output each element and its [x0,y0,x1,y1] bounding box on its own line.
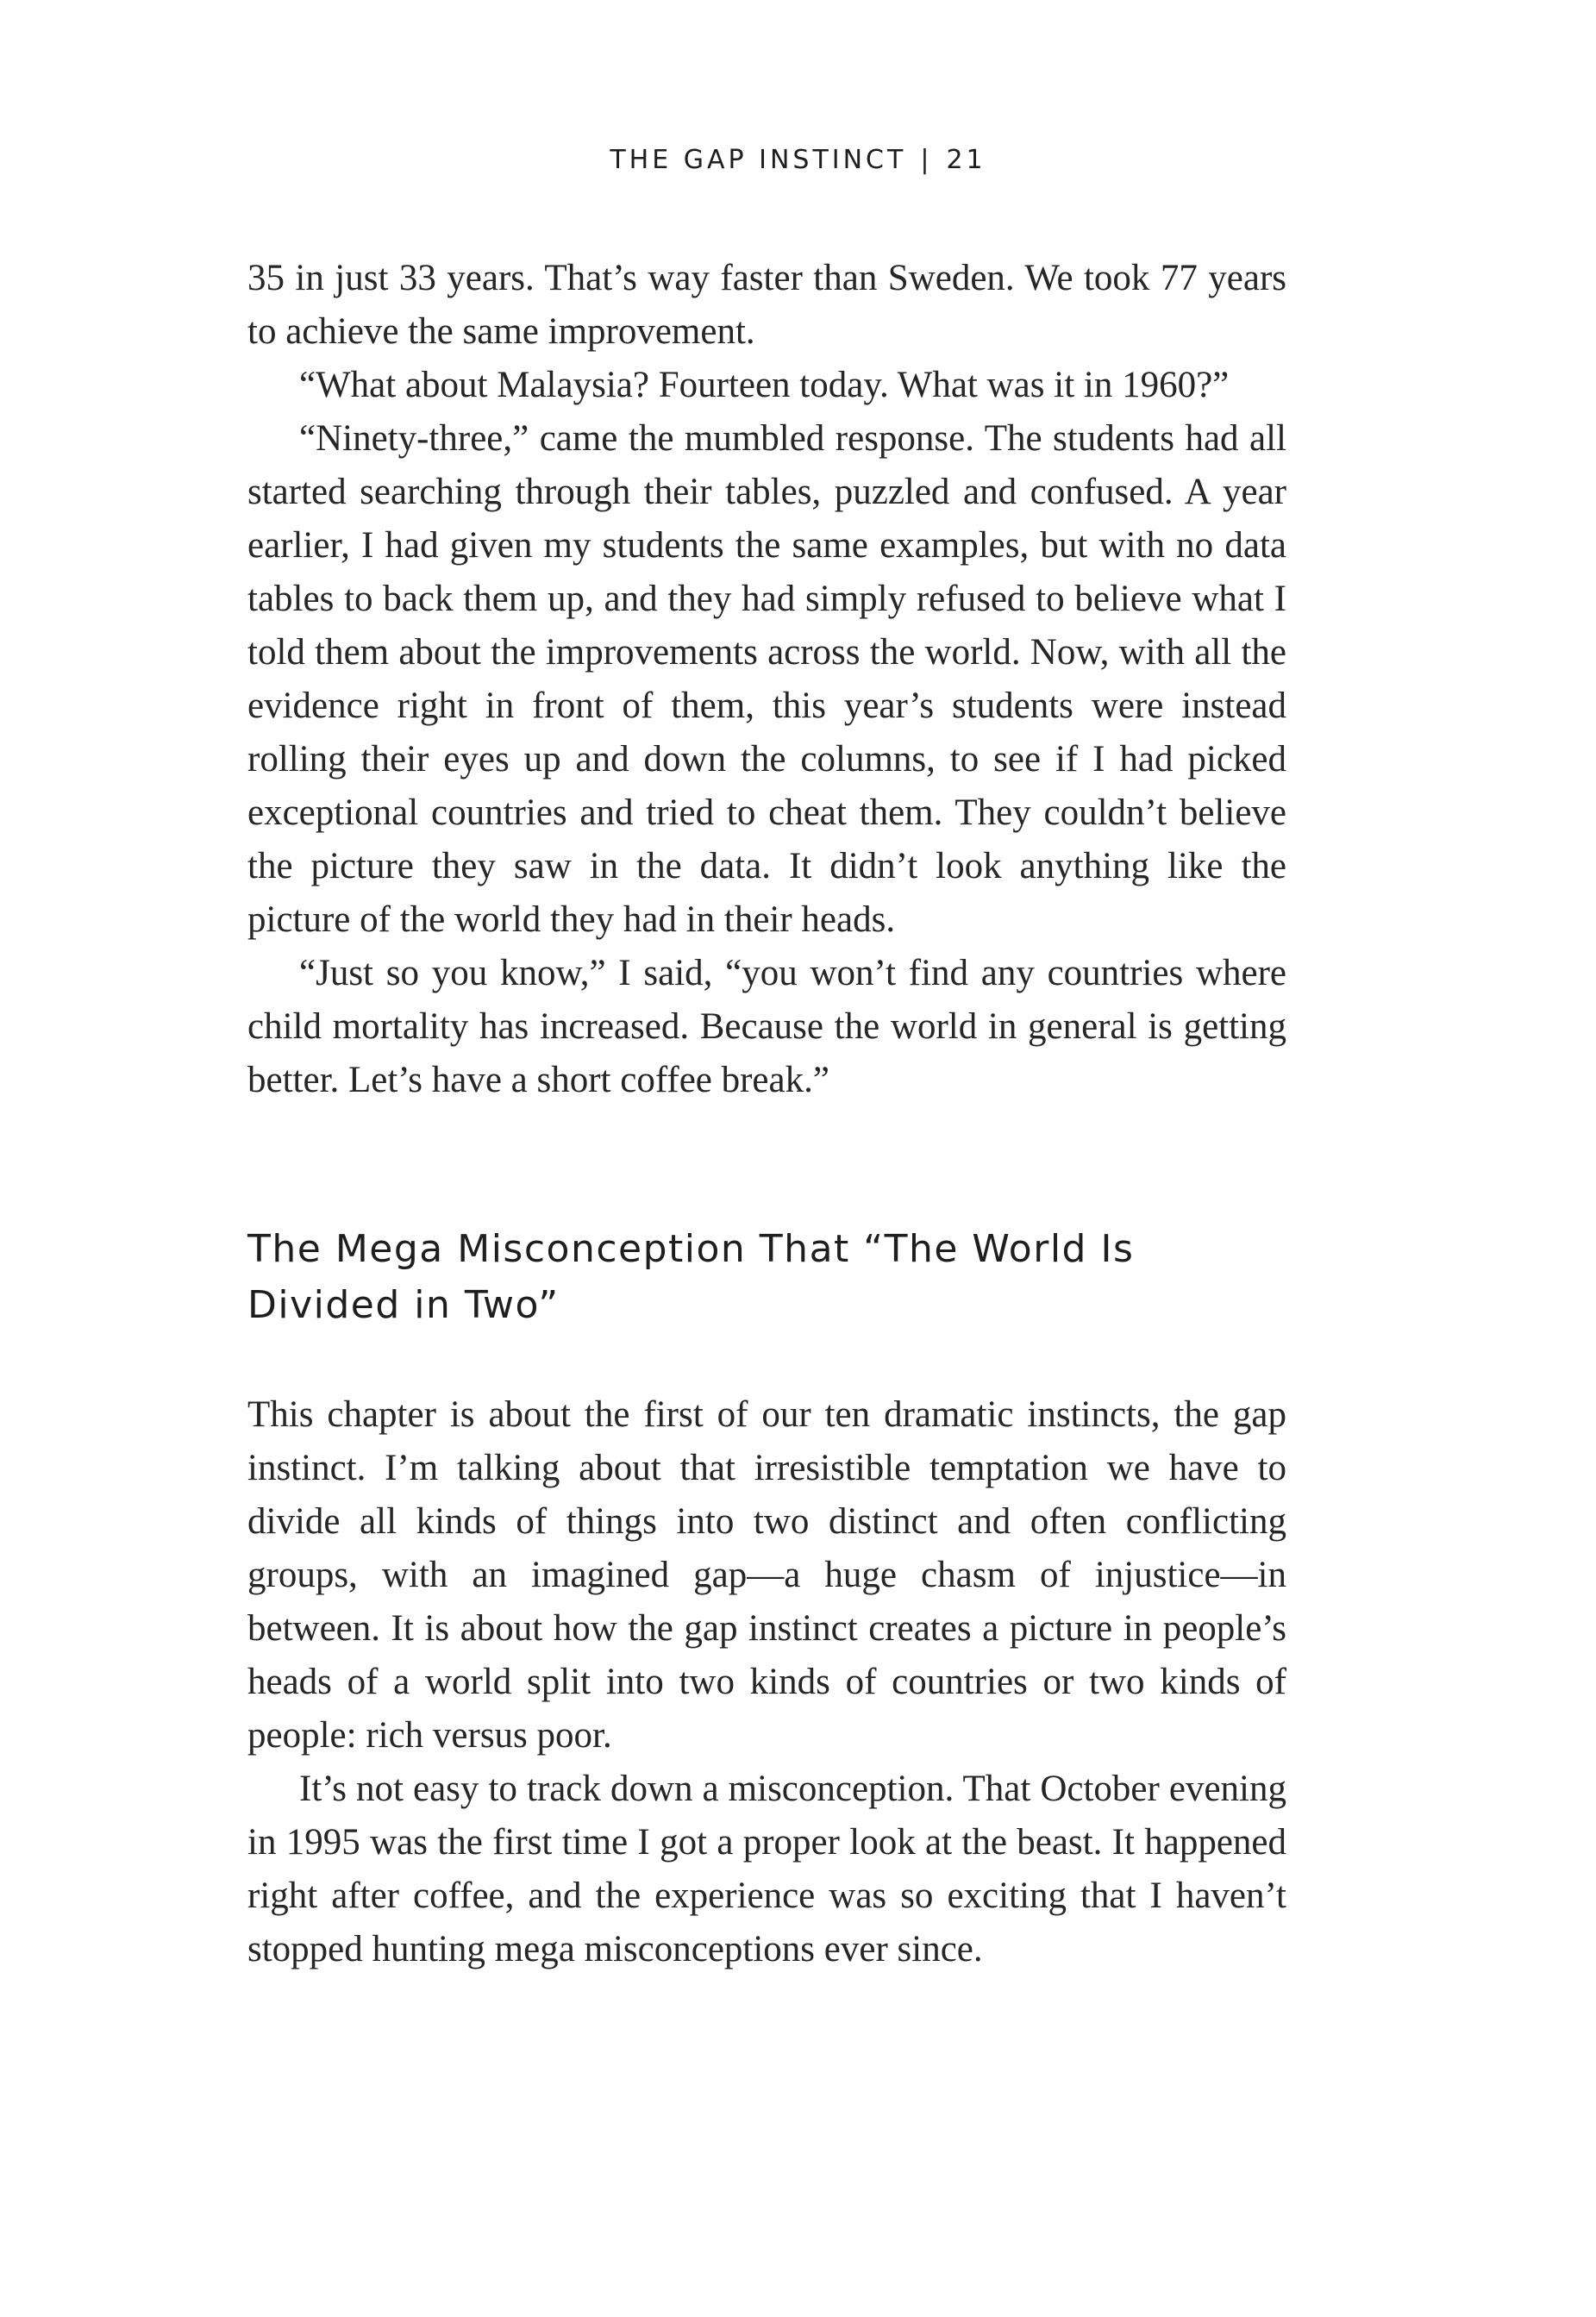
page-number: 21 [946,145,986,175]
header-separator: | [920,145,933,175]
body-text-section-2 [247,1388,1286,1976]
paragraph: It’s not easy to track down a misconception. That October evening in 1995 was the first time I got a proper look at the beast. It happened right after coffee, and the experience was so exciting that I haven’t stopped hunting mega misconceptions ever since. [247,1769,1286,1969]
paragraph: This chapter is about the first of our ten dramatic instincts, the gap instinct. I’m talking about that irresistible temptation we have to divide all kinds of things into two distinct and often conflicting groups, with an imagined gap—a huge chasm of injustice—in between. It is about how the gap instinct creates a picture in people’s heads of a world split into two kinds of countries or two kinds of people: rich versus poor. [247,1394,1286,1756]
running-head [0,145,1596,175]
body-text-section-1 [247,252,1286,1107]
paragraph: “Just so you know,” I said, “you won’t find any countries where child mortality has increased. Because the world in general is getting better. Let’s have a short coffee break.” [247,953,1286,1100]
paragraph: 35 in just 33 years. That’s way faster than Sweden. We took 77 years to achieve the same improvement. [247,258,1286,352]
paragraph: “Ninety-three,” came the mumbled response. The students had all started searching through their tables, puzzled and confused. A year earlier, I had given my students the same examples, but with no data tables to back them up, and they had simply refused to believe what I told them about the improvements across the world. Now, with all the evidence right in front of them, this year’s students were instead rolling their eyes up and down the columns, to see if I had picked exceptional countries and tried to cheat them. They couldn’t believe the picture they saw in the data. It didn’t look anything like the picture of the world they had in their heads. [247,418,1286,940]
chapter-title: THE GAP INSTINCT [610,145,907,175]
paragraph: “What about Malaysia? Fourteen today. What was it in 1960?” [299,365,1230,405]
section-heading: The Mega Misconception That “The World Is Divided in Two” [247,1227,1135,1327]
